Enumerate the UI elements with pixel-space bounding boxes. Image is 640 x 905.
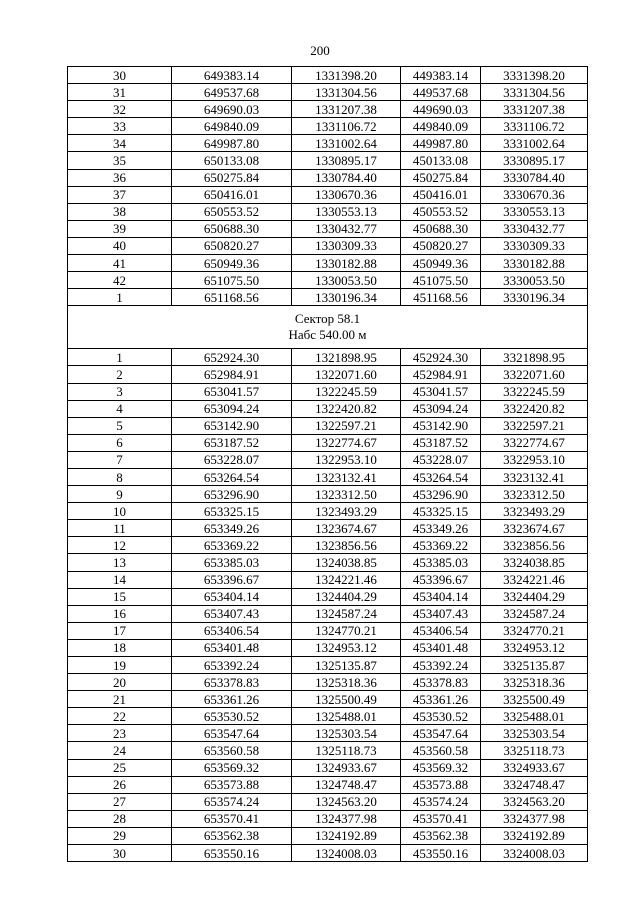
table-cell: 653392.24: [172, 657, 292, 674]
table-row: [68, 827, 588, 844]
table-cell: 649840.09: [172, 118, 292, 135]
table-cell: 653325.15: [172, 503, 292, 520]
table-cell: 653369.22: [172, 537, 292, 554]
table-cell: 1: [68, 289, 172, 306]
table-row: [68, 400, 588, 417]
table-cell: 3322245.59: [481, 383, 588, 400]
table-cell: 3331398.20: [481, 67, 588, 84]
table-cell: 453396.67: [401, 571, 481, 588]
table-cell: 650133.08: [172, 152, 292, 169]
table-row: [68, 657, 588, 674]
table-cell: 32: [68, 101, 172, 118]
table-cell: 453369.22: [401, 537, 481, 554]
table-cell: 452924.30: [401, 349, 481, 366]
table-cell: 19: [68, 657, 172, 674]
table-cell: 1323856.56: [292, 537, 401, 554]
table-cell: 453378.83: [401, 674, 481, 691]
table-cell: 31: [68, 84, 172, 101]
table-cell: 653228.07: [172, 451, 292, 468]
sector-header-group: [68, 306, 588, 349]
table-cell: 2: [68, 366, 172, 383]
table-cell: 650416.01: [172, 186, 292, 203]
table-cell: 8: [68, 468, 172, 485]
table-row: [68, 169, 588, 186]
table-cell: 1330553.13: [292, 203, 401, 220]
table-cell: 1324953.12: [292, 639, 401, 656]
table-row: [68, 84, 588, 101]
table-cell: 41: [68, 255, 172, 272]
sector-height: Набс 540.00 м: [288, 327, 367, 343]
table-cell: 653296.90: [172, 486, 292, 503]
table-cell: 3322071.60: [481, 366, 588, 383]
table-row: [68, 742, 588, 759]
table-cell: 653562.38: [172, 827, 292, 844]
table-cell: 453560.58: [401, 742, 481, 759]
table-row: [68, 383, 588, 400]
table-cell: 3324563.20: [481, 793, 588, 810]
table-cell: 42: [68, 272, 172, 289]
table-cell: 450133.08: [401, 152, 481, 169]
table-cell: 3325135.87: [481, 657, 588, 674]
table-row: [68, 67, 588, 84]
table-cell: 1324221.46: [292, 571, 401, 588]
table-cell: 1: [68, 349, 172, 366]
table-cell: 1323312.50: [292, 486, 401, 503]
table-cell: 653142.90: [172, 417, 292, 434]
table-cell: 9: [68, 486, 172, 503]
table-cell: 652924.30: [172, 349, 292, 366]
table-cell: 1324404.29: [292, 588, 401, 605]
table-cell: 1330309.33: [292, 237, 401, 254]
table-cell: 449690.03: [401, 101, 481, 118]
table-cell: 653573.88: [172, 776, 292, 793]
table-cell: 652984.91: [172, 366, 292, 383]
table-cell: 3331002.64: [481, 135, 588, 152]
table-cell: 453264.54: [401, 468, 481, 485]
table-row: [68, 255, 588, 272]
table-cell: 3330432.77: [481, 220, 588, 237]
table-cell: 22: [68, 708, 172, 725]
table-row: [68, 451, 588, 468]
table-cell: 451075.50: [401, 272, 481, 289]
table-cell: 3324953.12: [481, 639, 588, 656]
table-cell: 650688.30: [172, 220, 292, 237]
table-cell: 653569.32: [172, 759, 292, 776]
table-cell: 450688.30: [401, 220, 481, 237]
table-cell: 1322953.10: [292, 451, 401, 468]
table-row: [68, 289, 588, 306]
table-row: [68, 237, 588, 254]
table-row: [68, 203, 588, 220]
table-cell: 649690.03: [172, 101, 292, 118]
table-row: [68, 571, 588, 588]
table-cell: 1324038.85: [292, 554, 401, 571]
table-cell: 3323132.41: [481, 468, 588, 485]
table-cell: 653407.43: [172, 605, 292, 622]
table-cell: 3324404.29: [481, 588, 588, 605]
table-row: [68, 468, 588, 485]
table-row: [68, 725, 588, 742]
table-cell: 14: [68, 571, 172, 588]
table-cell: 3325303.54: [481, 725, 588, 742]
table-cell: 3323856.56: [481, 537, 588, 554]
table-cell: 453574.24: [401, 793, 481, 810]
table-cell: 3324587.24: [481, 605, 588, 622]
table-cell: 3323674.67: [481, 520, 588, 537]
table-cell: 653406.54: [172, 622, 292, 639]
table-cell: 453325.15: [401, 503, 481, 520]
table-cell: 15: [68, 588, 172, 605]
table-cell: 453041.57: [401, 383, 481, 400]
table-cell: 651168.56: [172, 289, 292, 306]
table-cell: 1325135.87: [292, 657, 401, 674]
table-cell: 3322420.82: [481, 400, 588, 417]
table-cell: 1324587.24: [292, 605, 401, 622]
table-cell: 24: [68, 742, 172, 759]
table-cell: 649383.14: [172, 67, 292, 84]
table-cell: 450949.36: [401, 255, 481, 272]
table-cell: 453187.52: [401, 434, 481, 451]
table-cell: 653264.54: [172, 468, 292, 485]
table-cell: 3330309.33: [481, 237, 588, 254]
table-row: [68, 101, 588, 118]
table-cell: 3330553.13: [481, 203, 588, 220]
table-cell: 1330196.34: [292, 289, 401, 306]
coordinates-table: [67, 66, 588, 862]
table-cell: 453547.64: [401, 725, 481, 742]
table-cell: 3322774.67: [481, 434, 588, 451]
table-cell: 29: [68, 827, 172, 844]
table-cell: 30: [68, 845, 172, 862]
table-cell: 453573.88: [401, 776, 481, 793]
table-cell: 3324038.85: [481, 554, 588, 571]
table-row: [68, 674, 588, 691]
table-cell: 1325500.49: [292, 691, 401, 708]
table-cell: 3325118.73: [481, 742, 588, 759]
table-cell: 13: [68, 554, 172, 571]
table-cell: 1324933.67: [292, 759, 401, 776]
table-cell: 6: [68, 434, 172, 451]
table-row: [68, 537, 588, 554]
table-cell: 650949.36: [172, 255, 292, 272]
table-cell: 1330670.36: [292, 186, 401, 203]
table-cell: 1322071.60: [292, 366, 401, 383]
table-cell: 1330784.40: [292, 169, 401, 186]
table-cell: 26: [68, 776, 172, 793]
table-cell: 653094.24: [172, 400, 292, 417]
table-cell: 37: [68, 186, 172, 203]
table-cell: 449383.14: [401, 67, 481, 84]
table-cell: 453296.90: [401, 486, 481, 503]
table-row: [68, 503, 588, 520]
table-cell: 39: [68, 220, 172, 237]
table-cell: 453392.24: [401, 657, 481, 674]
table-cell: 650820.27: [172, 237, 292, 254]
table-cell: 1322774.67: [292, 434, 401, 451]
table-cell: 3323312.50: [481, 486, 588, 503]
table-cell: 18: [68, 639, 172, 656]
table-cell: 453349.26: [401, 520, 481, 537]
table-cell: 449840.09: [401, 118, 481, 135]
table-cell: 649987.80: [172, 135, 292, 152]
table-cell: 1330053.50: [292, 272, 401, 289]
table-cell: 1323493.29: [292, 503, 401, 520]
sector-header-cell: [68, 306, 588, 349]
table-cell: 653574.24: [172, 793, 292, 810]
table-cell: 453530.52: [401, 708, 481, 725]
table-row: [68, 639, 588, 656]
table-cell: 1330432.77: [292, 220, 401, 237]
table-cell: 653361.26: [172, 691, 292, 708]
table-cell: 1322420.82: [292, 400, 401, 417]
table-cell: 3331106.72: [481, 118, 588, 135]
table-cell: 653560.58: [172, 742, 292, 759]
table-cell: 28: [68, 810, 172, 827]
table-cell: 38: [68, 203, 172, 220]
table-cell: 1330895.17: [292, 152, 401, 169]
table-cell: 3324770.21: [481, 622, 588, 639]
table-cell: 3330784.40: [481, 169, 588, 186]
table-cell: 36: [68, 169, 172, 186]
table-cell: 1324748.47: [292, 776, 401, 793]
page-number: 200: [310, 43, 330, 58]
table-row: [68, 776, 588, 793]
table-cell: 3324748.47: [481, 776, 588, 793]
table-row: [68, 708, 588, 725]
table-cell: 30: [68, 67, 172, 84]
table-cell: 3321898.95: [481, 349, 588, 366]
table-cell: 1325488.01: [292, 708, 401, 725]
table-cell: 453228.07: [401, 451, 481, 468]
table-cell: 1324563.20: [292, 793, 401, 810]
table-cell: 3325318.36: [481, 674, 588, 691]
table-cell: 10: [68, 503, 172, 520]
table-cell: 1331207.38: [292, 101, 401, 118]
table-row: [68, 810, 588, 827]
table-cell: 3: [68, 383, 172, 400]
table-row: [68, 135, 588, 152]
table-row: [68, 520, 588, 537]
table-cell: 453570.41: [401, 810, 481, 827]
table-cell: 3325500.49: [481, 691, 588, 708]
table-cell: 3330895.17: [481, 152, 588, 169]
table-cell: 653570.41: [172, 810, 292, 827]
table-cell: 653550.16: [172, 845, 292, 862]
table-row: [68, 152, 588, 169]
table-cell: 3322597.21: [481, 417, 588, 434]
table-cell: 1324770.21: [292, 622, 401, 639]
table-cell: 3323493.29: [481, 503, 588, 520]
table-cell: 3324377.98: [481, 810, 588, 827]
table-cell: 1325118.73: [292, 742, 401, 759]
table-cell: 649537.68: [172, 84, 292, 101]
table-cell: 3330670.36: [481, 186, 588, 203]
table-cell: 453406.54: [401, 622, 481, 639]
table-cell: 653547.64: [172, 725, 292, 742]
table-cell: 1331398.20: [292, 67, 401, 84]
table-cell: 1323674.67: [292, 520, 401, 537]
table-cell: 3331304.56: [481, 84, 588, 101]
sector-header-row: [68, 306, 588, 349]
table-row: [68, 417, 588, 434]
table-row: [68, 588, 588, 605]
table-row: [68, 622, 588, 639]
table-cell: 1325318.36: [292, 674, 401, 691]
table-cell: 3324933.67: [481, 759, 588, 776]
table-cell: 11: [68, 520, 172, 537]
table-cell: 3324192.89: [481, 827, 588, 844]
table-row: [68, 272, 588, 289]
table-cell: 453562.38: [401, 827, 481, 844]
table-row: [68, 759, 588, 776]
table-cell: 1331106.72: [292, 118, 401, 135]
table-cell: 453094.24: [401, 400, 481, 417]
table-cell: 3325488.01: [481, 708, 588, 725]
table-cell: 1324377.98: [292, 810, 401, 827]
table-cell: 34: [68, 135, 172, 152]
table-row: [68, 220, 588, 237]
table-cell: 653404.14: [172, 588, 292, 605]
table-cell: 653041.57: [172, 383, 292, 400]
table-cell: 450416.01: [401, 186, 481, 203]
table-cell: 451168.56: [401, 289, 481, 306]
table-cell: 453569.32: [401, 759, 481, 776]
table-cell: 453361.26: [401, 691, 481, 708]
table-cell: 453142.90: [401, 417, 481, 434]
table-cell: 1324192.89: [292, 827, 401, 844]
table-cell: 453550.16: [401, 845, 481, 862]
table-cell: 21: [68, 691, 172, 708]
table-cell: 1323132.41: [292, 468, 401, 485]
table-cell: 653530.52: [172, 708, 292, 725]
table-cell: 650275.84: [172, 169, 292, 186]
table-cell: 3330182.88: [481, 255, 588, 272]
table-row: [68, 186, 588, 203]
table-cell: 3331207.38: [481, 101, 588, 118]
table-cell: 650553.52: [172, 203, 292, 220]
table-cell: 27: [68, 793, 172, 810]
table-cell: 7: [68, 451, 172, 468]
table-row: [68, 845, 588, 862]
table-cell: 450820.27: [401, 237, 481, 254]
table-row: [68, 793, 588, 810]
table-cell: 1322597.21: [292, 417, 401, 434]
table-row: [68, 691, 588, 708]
table-cell: 3330196.34: [481, 289, 588, 306]
table-cell: 653349.26: [172, 520, 292, 537]
table-cell: 452984.91: [401, 366, 481, 383]
table-body-bottom: [68, 349, 588, 862]
table-cell: 4: [68, 400, 172, 417]
table-cell: 453385.03: [401, 554, 481, 571]
table-cell: 1331002.64: [292, 135, 401, 152]
table-cell: 453404.14: [401, 588, 481, 605]
table-cell: 20: [68, 674, 172, 691]
table-cell: 3322953.10: [481, 451, 588, 468]
table-cell: 1330182.88: [292, 255, 401, 272]
table-cell: 453407.43: [401, 605, 481, 622]
table-cell: 653396.67: [172, 571, 292, 588]
table-row: [68, 605, 588, 622]
table-row: [68, 434, 588, 451]
table-cell: 1321898.95: [292, 349, 401, 366]
table-cell: 653187.52: [172, 434, 292, 451]
table-cell: 12: [68, 537, 172, 554]
table-cell: 16: [68, 605, 172, 622]
table-cell: 17: [68, 622, 172, 639]
table-cell: 1322245.59: [292, 383, 401, 400]
table-cell: 3324008.03: [481, 845, 588, 862]
table-cell: 35: [68, 152, 172, 169]
table-row: [68, 118, 588, 135]
table-row: [68, 366, 588, 383]
table-cell: 1331304.56: [292, 84, 401, 101]
table-cell: 23: [68, 725, 172, 742]
table-cell: 1324008.03: [292, 845, 401, 862]
table-cell: 33: [68, 118, 172, 135]
table-cell: 450275.84: [401, 169, 481, 186]
table-cell: 25: [68, 759, 172, 776]
table-cell: 653378.83: [172, 674, 292, 691]
table-cell: 453401.48: [401, 639, 481, 656]
table-cell: 5: [68, 417, 172, 434]
table-cell: 653401.48: [172, 639, 292, 656]
table-cell: 651075.50: [172, 272, 292, 289]
table-cell: 3330053.50: [481, 272, 588, 289]
table-cell: 3324221.46: [481, 571, 588, 588]
sector-title: Сектор 58.1: [294, 311, 361, 327]
table-body-top: [68, 67, 588, 306]
table-cell: 1325303.54: [292, 725, 401, 742]
table-cell: 449537.68: [401, 84, 481, 101]
table-row: [68, 486, 588, 503]
table-row: [68, 554, 588, 571]
table-cell: 40: [68, 237, 172, 254]
table-cell: 653385.03: [172, 554, 292, 571]
table-row: [68, 349, 588, 366]
table-cell: 449987.80: [401, 135, 481, 152]
table-cell: 450553.52: [401, 203, 481, 220]
